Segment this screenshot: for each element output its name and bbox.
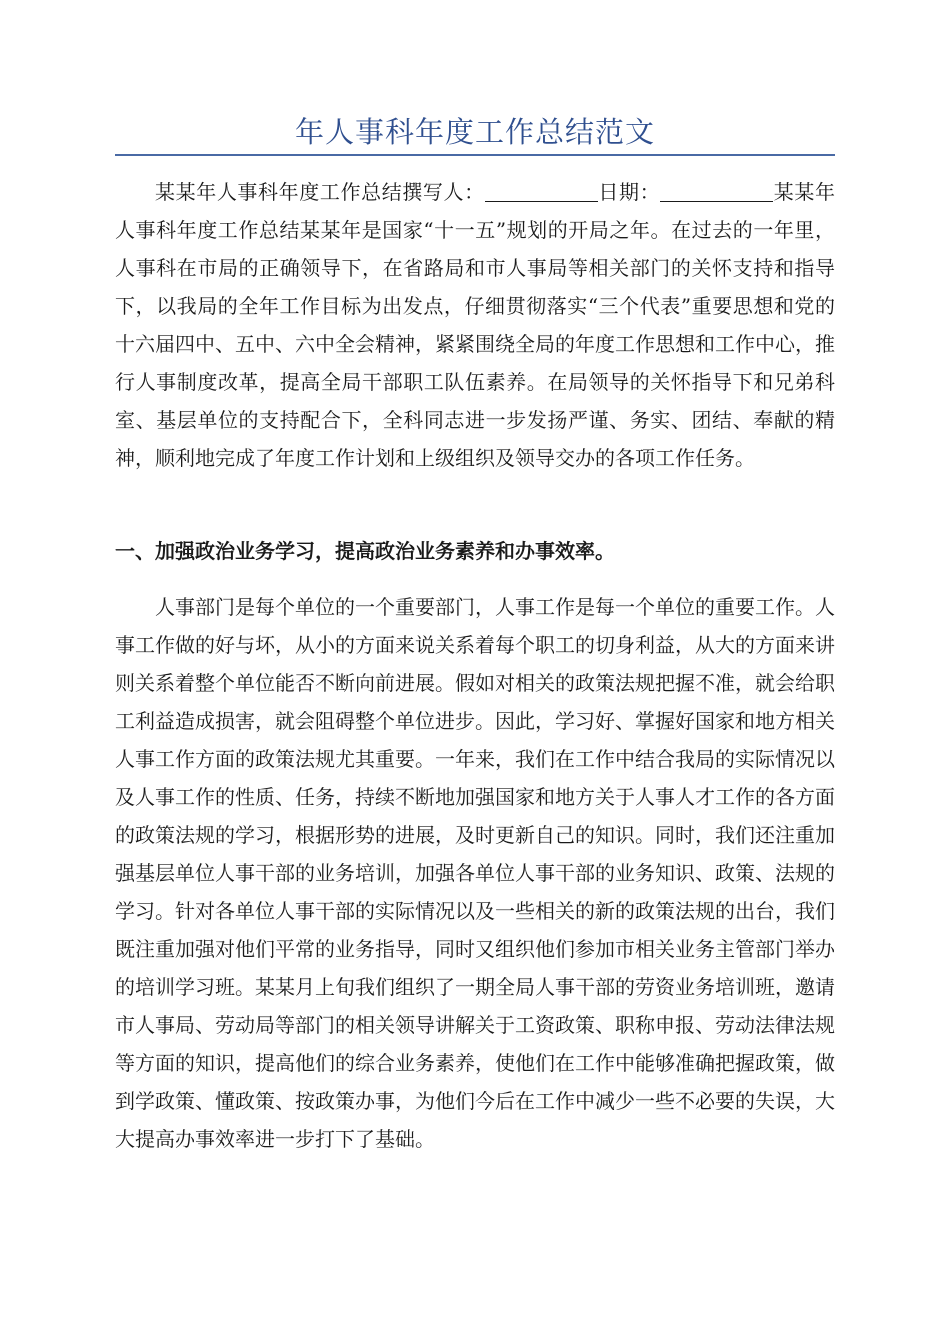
date-blank-line — [660, 179, 773, 202]
intro-paragraph — [115, 173, 835, 477]
intro-text: 某某年人事科年度工作总结某某年是国家“十一五”规划的开局之年。在过去的一年里，人事科在市局的正确领导下，在省路局和市人事局等相关部门的关怀支持和指导下，以我局的全年工作目标为出发点，仔细贯彻落实“三个代表”重要思想和党的十六届四中、五中、六中全会精神，紧紧围绕全局的年度工作思想和工作中心，推行人事制度改革，提高全局干部职工队伍素养。在局领导的关怀指导下和兄弟科室、基层单位的支持配合下，全科同志进一步发扬严谨、务实、团结、奉献的精神，顺利地完成了年度工作计划和上级组织及领导交办的各项工作任务。 — [115, 180, 836, 470]
section-paragraph-1: 人事部门是每个单位的一个重要部门，人事工作是每一个单位的重要工作。人事工作做的好与坏，从小的方面来说关系着每个职工的切身利益，从大的方面来讲则关系着整个单位能否不断向前进展。假如对相关的政策法规把握不准，就会给职工利益造成损害，就会阻碍整个单位进步。因此，学习好、掌握好国家和地方相关人事工作方面的政策法规尤其重要。一年来，我们在工作中结合我局的实际情况以及人事工作的性质、任务，持续不断地加强国家和地方关于人事人才工作的各方面的政策法规的学习，根据形势的进展，及时更新自己的知识。同时，我们还注重加强基层单位人事干部的业务培训，加强各单位人事干部的业务知识、政策、法规的学习。针对各单位人事干部的实际情况以及一些相关的新的政策法规的出台，我们既注重加强对他们平常的业务指导，同时又组织他们参加市相关业务主管部门举办的培训学习班。某某月上旬我们组织了一期全局人事干部的劳资业务培训班，邀请市人事局、劳动局等部门的相关领导讲解关于工资政策、职称申报、劳动法律法规等方面的知识，提高他们的综合业务素养，使他们在工作中能够准确把握政策，做到学政策、懂政策、按政策办事，为他们今后在工作中减少一些不必要的失误，大大提高办事效率进一步打下了基础。 — [115, 595, 835, 1151]
section-heading-1: 一、加强政治业务学习，提高政治业务素养和办事效率。 — [115, 539, 615, 563]
title-divider — [115, 154, 835, 156]
author-label: 某某年人事科年度工作总结撰写人： — [155, 180, 485, 204]
document-title: 年人事科年度工作总结范文 — [294, 115, 655, 149]
date-label: 日期： — [597, 180, 661, 204]
author-blank-line — [485, 179, 598, 202]
